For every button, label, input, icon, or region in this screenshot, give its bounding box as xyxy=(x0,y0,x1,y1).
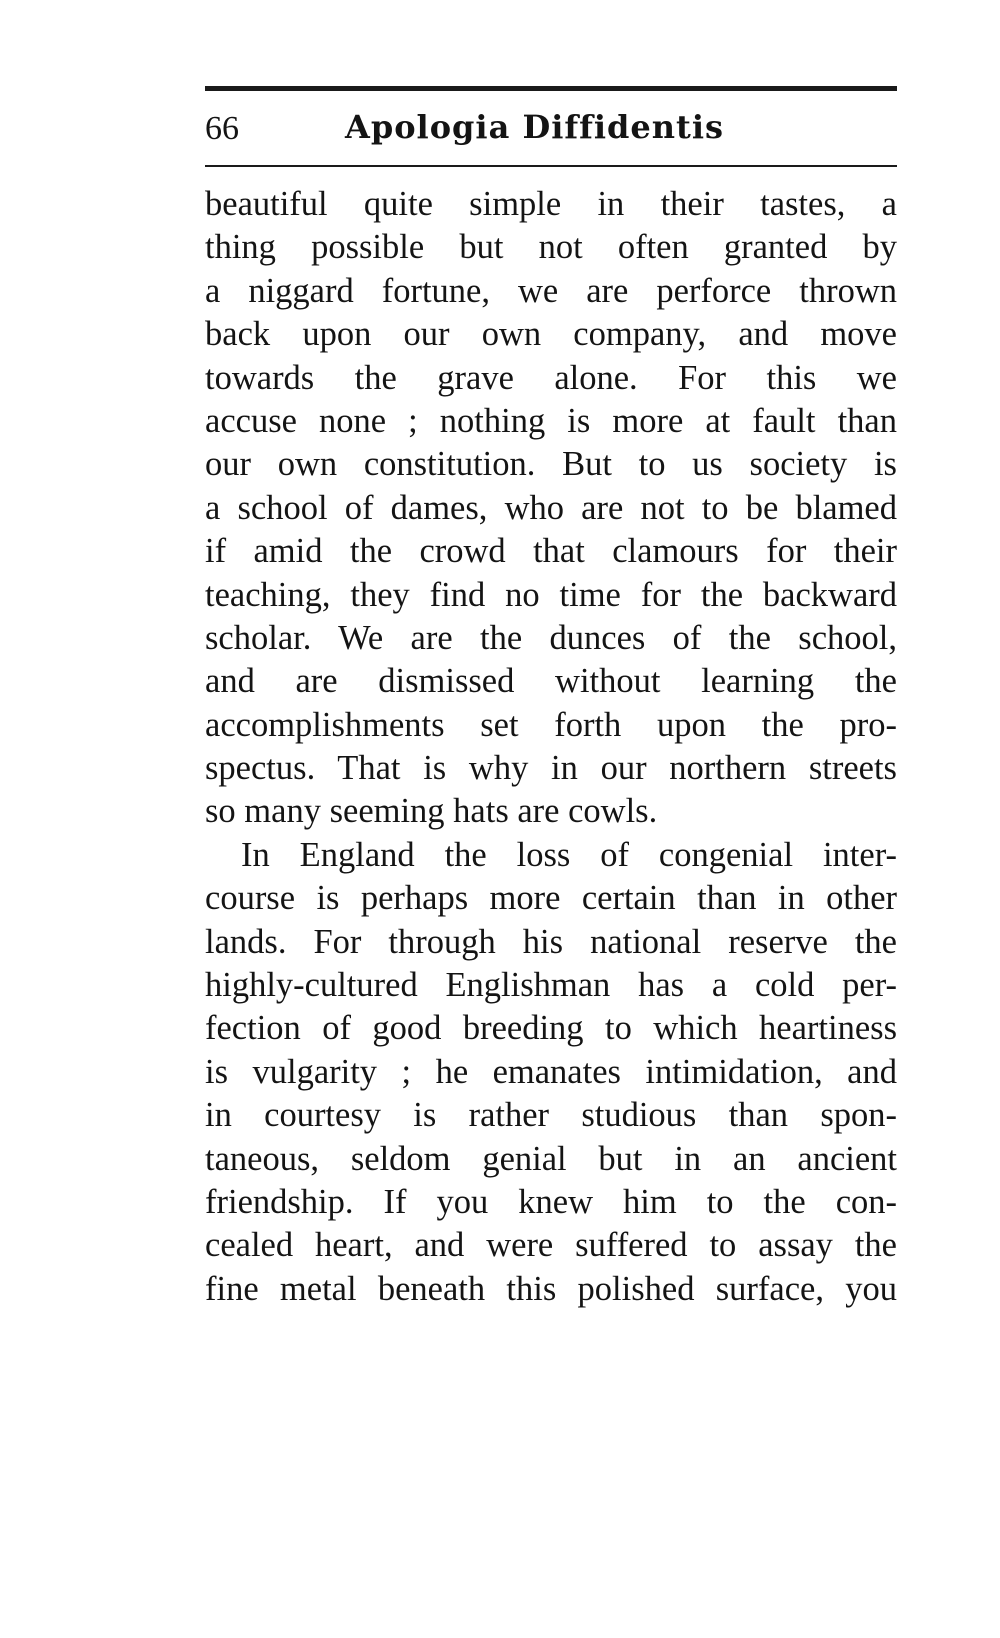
text-line: accuse none ; nothing is more at fault than xyxy=(205,401,897,440)
book-page xyxy=(205,86,897,1311)
text-line: so many seeming hats are cowls. xyxy=(205,792,658,831)
body-text xyxy=(205,183,897,1311)
text-line: a school of dames, who are not to be blamed xyxy=(205,488,897,527)
paragraph-1 xyxy=(205,183,897,834)
text-line: back upon our own company, and move xyxy=(205,315,897,354)
text-line: spectus. That is why in our northern streets xyxy=(205,749,897,788)
text-line: highly-cultured Englishman has a cold per- xyxy=(205,966,897,1005)
text-line: fine metal beneath this polished surface, you xyxy=(205,1269,897,1308)
text-line: and are dismissed without learning the xyxy=(205,662,897,701)
text-line: teaching, they find no time for the backward xyxy=(205,575,897,614)
text-line: In England the loss of congenial inter- xyxy=(241,835,897,874)
page-number: 66 xyxy=(205,110,239,147)
text-line: accomplishments set forth upon the pro- xyxy=(205,705,897,744)
header-top-rule xyxy=(205,86,897,91)
text-line: course is perhaps more certain than in other xyxy=(205,879,897,918)
paragraph-2 xyxy=(205,834,897,1311)
text-line: friendship. If you knew him to the con- xyxy=(205,1182,897,1221)
text-line: if amid the crowd that clamours for their xyxy=(205,532,897,571)
text-line: lands. For through his national reserve the xyxy=(205,922,897,961)
text-line: taneous, seldom genial but in an ancient xyxy=(205,1139,897,1178)
text-line: a niggard fortune, we are perforce thrown xyxy=(205,271,897,310)
text-line: cealed heart, and were suffered to assay the xyxy=(205,1226,897,1265)
text-line: is vulgarity ; he emanates intimidation, and xyxy=(205,1052,897,1091)
text-line: towards the grave alone. For this we xyxy=(205,358,897,397)
running-head xyxy=(205,95,897,165)
running-title: Apologia Diffidentis xyxy=(345,108,724,146)
text-line: scholar. We are the dunces of the school, xyxy=(205,618,897,657)
text-line: beautiful quite simple in their tastes, a xyxy=(205,185,897,223)
text-line: thing possible but not often granted by xyxy=(205,228,897,267)
text-line: our own constitution. But to us society is xyxy=(205,445,897,484)
text-line: fection of good breeding to which heartiness xyxy=(205,1009,897,1048)
header-bottom-rule xyxy=(205,165,897,167)
text-line: in courtesy is rather studious than spon- xyxy=(205,1096,897,1135)
